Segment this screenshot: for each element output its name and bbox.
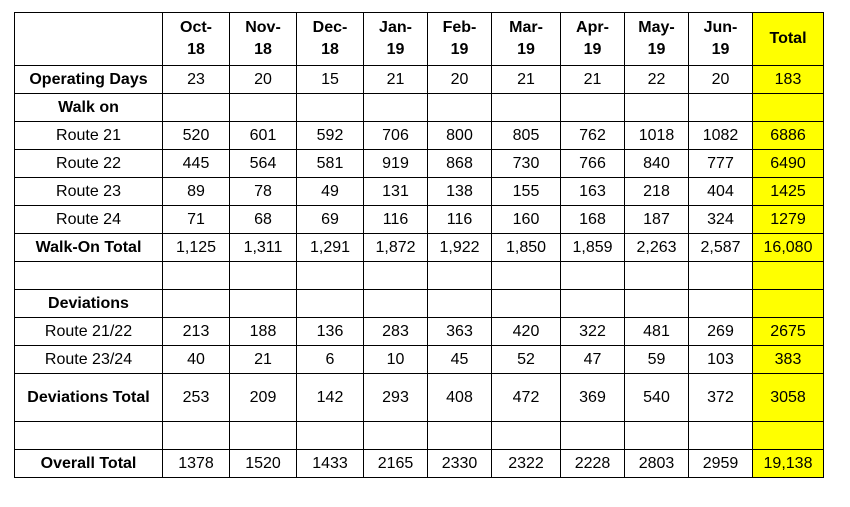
table-cell: 136 xyxy=(297,318,364,346)
header-nov-18: Nov- 18 xyxy=(230,13,297,66)
table-cell: 840 xyxy=(625,150,689,178)
table-cell: 213 xyxy=(163,318,230,346)
ridership-table xyxy=(14,12,824,478)
table-cell: 420 xyxy=(492,318,561,346)
total-cell: 6886 xyxy=(753,122,824,150)
row-label: Walk-On Total xyxy=(15,234,163,262)
table-cell: 322 xyxy=(561,318,625,346)
table-cell: 187 xyxy=(625,206,689,234)
table-cell xyxy=(230,422,297,450)
table-cell xyxy=(297,422,364,450)
row-label xyxy=(15,262,163,290)
table-cell: 2165 xyxy=(364,450,428,478)
total-cell xyxy=(753,290,824,318)
table-cell xyxy=(364,422,428,450)
total-cell: 2675 xyxy=(753,318,824,346)
table-row xyxy=(15,206,824,234)
table-cell: 408 xyxy=(428,374,492,422)
row-label: Operating Days xyxy=(15,66,163,94)
table-row xyxy=(15,94,824,122)
table-cell: 47 xyxy=(561,346,625,374)
table-cell: 40 xyxy=(163,346,230,374)
table-row xyxy=(15,234,824,262)
table-cell xyxy=(163,290,230,318)
table-cell: 160 xyxy=(492,206,561,234)
header-dec-18: Dec- 18 xyxy=(297,13,364,66)
header-may-19: May- 19 xyxy=(625,13,689,66)
table-cell xyxy=(428,290,492,318)
table-cell: 581 xyxy=(297,150,364,178)
table-cell xyxy=(492,94,561,122)
table-cell: 20 xyxy=(230,66,297,94)
total-cell: 19,138 xyxy=(753,450,824,478)
header-total: Total xyxy=(753,13,824,66)
table-cell: 23 xyxy=(163,66,230,94)
table-cell xyxy=(561,422,625,450)
table-cell: 2330 xyxy=(428,450,492,478)
table-cell xyxy=(364,290,428,318)
table-cell: 21 xyxy=(364,66,428,94)
table-cell: 49 xyxy=(297,178,364,206)
table-cell: 445 xyxy=(163,150,230,178)
table-cell: 1082 xyxy=(689,122,753,150)
table-cell: 52 xyxy=(492,346,561,374)
table-cell: 2803 xyxy=(625,450,689,478)
table-cell: 363 xyxy=(428,318,492,346)
total-cell xyxy=(753,94,824,122)
row-label: Route 23/24 xyxy=(15,346,163,374)
row-label: Walk on xyxy=(15,94,163,122)
table-cell: 777 xyxy=(689,150,753,178)
table-cell xyxy=(625,422,689,450)
table-cell: 218 xyxy=(625,178,689,206)
total-cell xyxy=(753,422,824,450)
table-row xyxy=(15,122,824,150)
table-cell: 155 xyxy=(492,178,561,206)
table-cell xyxy=(689,290,753,318)
table-cell: 2,263 xyxy=(625,234,689,262)
table-row xyxy=(15,346,824,374)
table-cell: 22 xyxy=(625,66,689,94)
table-cell xyxy=(689,262,753,290)
table-cell: 138 xyxy=(428,178,492,206)
table-cell: 89 xyxy=(163,178,230,206)
table-cell: 730 xyxy=(492,150,561,178)
total-cell: 1425 xyxy=(753,178,824,206)
table-row xyxy=(15,422,824,450)
total-cell: 1279 xyxy=(753,206,824,234)
header-mar-19: Mar- 19 xyxy=(492,13,561,66)
table-cell: 520 xyxy=(163,122,230,150)
table-cell: 1,125 xyxy=(163,234,230,262)
total-cell: 383 xyxy=(753,346,824,374)
table-cell: 116 xyxy=(364,206,428,234)
table-cell xyxy=(625,94,689,122)
table-cell: 103 xyxy=(689,346,753,374)
total-cell: 16,080 xyxy=(753,234,824,262)
total-cell xyxy=(753,262,824,290)
table-cell xyxy=(230,290,297,318)
table-cell xyxy=(561,262,625,290)
table-cell: 706 xyxy=(364,122,428,150)
table-cell: 269 xyxy=(689,318,753,346)
table-cell: 2,587 xyxy=(689,234,753,262)
total-cell: 6490 xyxy=(753,150,824,178)
table-cell: 131 xyxy=(364,178,428,206)
table-cell xyxy=(163,94,230,122)
table-cell: 21 xyxy=(561,66,625,94)
table-cell: 69 xyxy=(297,206,364,234)
table-cell xyxy=(689,94,753,122)
table-cell: 868 xyxy=(428,150,492,178)
table-cell: 20 xyxy=(428,66,492,94)
table-row xyxy=(15,262,824,290)
table-cell xyxy=(428,422,492,450)
table-cell xyxy=(297,290,364,318)
table-cell: 59 xyxy=(625,346,689,374)
table-cell xyxy=(163,262,230,290)
table-row xyxy=(15,374,824,422)
table-row xyxy=(15,178,824,206)
header-oct-18: Oct- 18 xyxy=(163,13,230,66)
table-cell: 1520 xyxy=(230,450,297,478)
table-cell: 472 xyxy=(492,374,561,422)
table-cell: 762 xyxy=(561,122,625,150)
table-cell: 1,859 xyxy=(561,234,625,262)
table-cell: 800 xyxy=(428,122,492,150)
header-jan-19: Jan- 19 xyxy=(364,13,428,66)
table-cell xyxy=(561,290,625,318)
table-cell xyxy=(364,94,428,122)
corner-cell xyxy=(15,13,163,66)
table-cell xyxy=(364,262,428,290)
total-cell: 3058 xyxy=(753,374,824,422)
table-cell xyxy=(492,290,561,318)
table-row xyxy=(15,150,824,178)
header-row xyxy=(15,13,824,66)
table-cell: 1,311 xyxy=(230,234,297,262)
row-label: Route 21/22 xyxy=(15,318,163,346)
table-cell xyxy=(297,94,364,122)
row-label: Route 21 xyxy=(15,122,163,150)
table-cell: 2228 xyxy=(561,450,625,478)
table-cell xyxy=(163,422,230,450)
table-cell xyxy=(428,94,492,122)
table-body xyxy=(15,66,824,478)
table-cell: 168 xyxy=(561,206,625,234)
table-cell: 369 xyxy=(561,374,625,422)
table-cell: 372 xyxy=(689,374,753,422)
table-cell: 481 xyxy=(625,318,689,346)
table-cell: 116 xyxy=(428,206,492,234)
row-label: Route 23 xyxy=(15,178,163,206)
table-cell: 1378 xyxy=(163,450,230,478)
table-cell: 71 xyxy=(163,206,230,234)
table-cell: 283 xyxy=(364,318,428,346)
table-cell: 163 xyxy=(561,178,625,206)
table-cell xyxy=(625,290,689,318)
table-cell: 188 xyxy=(230,318,297,346)
table-cell: 253 xyxy=(163,374,230,422)
table-cell xyxy=(689,422,753,450)
table-row xyxy=(15,290,824,318)
row-label: Deviations xyxy=(15,290,163,318)
table-cell: 592 xyxy=(297,122,364,150)
table-cell: 293 xyxy=(364,374,428,422)
table-cell xyxy=(230,262,297,290)
table-cell xyxy=(561,94,625,122)
table-cell: 1433 xyxy=(297,450,364,478)
table-cell xyxy=(492,262,561,290)
row-label: Route 22 xyxy=(15,150,163,178)
row-label xyxy=(15,422,163,450)
header-jun-19: Jun- 19 xyxy=(689,13,753,66)
table-cell: 68 xyxy=(230,206,297,234)
table-cell: 766 xyxy=(561,150,625,178)
table-cell xyxy=(492,422,561,450)
table-cell: 324 xyxy=(689,206,753,234)
table-cell: 6 xyxy=(297,346,364,374)
table-cell: 1,291 xyxy=(297,234,364,262)
header-feb-19: Feb- 19 xyxy=(428,13,492,66)
table-cell: 45 xyxy=(428,346,492,374)
table-cell: 21 xyxy=(492,66,561,94)
row-label: Overall Total xyxy=(15,450,163,478)
table-cell: 540 xyxy=(625,374,689,422)
table-row xyxy=(15,450,824,478)
table-cell xyxy=(297,262,364,290)
table-cell: 78 xyxy=(230,178,297,206)
table-cell: 404 xyxy=(689,178,753,206)
table-cell: 919 xyxy=(364,150,428,178)
table-cell: 2959 xyxy=(689,450,753,478)
table-cell: 142 xyxy=(297,374,364,422)
table-cell: 1,872 xyxy=(364,234,428,262)
table-cell: 15 xyxy=(297,66,364,94)
table-cell xyxy=(625,262,689,290)
table-cell: 20 xyxy=(689,66,753,94)
table-cell xyxy=(428,262,492,290)
row-label: Deviations Total xyxy=(15,374,163,422)
total-cell: 183 xyxy=(753,66,824,94)
table-cell: 564 xyxy=(230,150,297,178)
table-cell: 10 xyxy=(364,346,428,374)
table-row xyxy=(15,318,824,346)
row-label: Route 24 xyxy=(15,206,163,234)
table-cell: 1018 xyxy=(625,122,689,150)
table-cell: 1,850 xyxy=(492,234,561,262)
header-apr-19: Apr- 19 xyxy=(561,13,625,66)
table-cell: 805 xyxy=(492,122,561,150)
table-cell: 209 xyxy=(230,374,297,422)
table-cell: 21 xyxy=(230,346,297,374)
table-cell: 2322 xyxy=(492,450,561,478)
table-cell: 601 xyxy=(230,122,297,150)
table-cell xyxy=(230,94,297,122)
table-row xyxy=(15,66,824,94)
table-cell: 1,922 xyxy=(428,234,492,262)
